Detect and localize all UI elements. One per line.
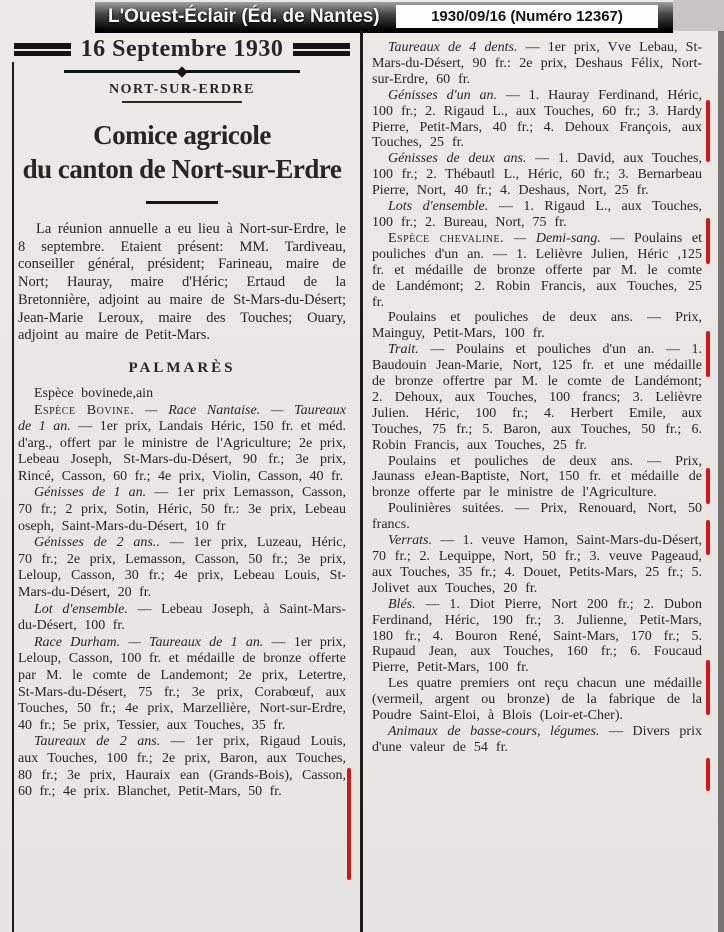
date-banner: 16 Septembre 1930 [80, 36, 284, 62]
annotation-mark [706, 331, 710, 377]
section-underline [122, 101, 242, 103]
annotation-mark [706, 218, 710, 264]
prize-paragraph: Poulinières suitées. — Prix, Renouard, Nort, 50 francs. [372, 501, 702, 533]
prize-paragraph: Génisses d'un an. — 1. Hauray Ferdinand, Héric, 100 fr.; 2. Rigaud L., aux Touches, 60 fr.; 3. Hardy Pierre, Petit-Mars, 40 fr.; 4. Dehoux François, aux Touches, 25 fr. [372, 87, 702, 151]
double-bar-ornament [293, 43, 350, 56]
left-paragraphs [18, 386, 346, 801]
prize-paragraph: Génisses de 2 ans.. — 1er prix, Luzeau, Héric, 70 fr.; 2e prix, Lemasson, Casson, 50 fr.; 3e prix, Leloup, Casson, 30 fr.; 4e prix, Lebeau Louis, St-Mars-du-Désert, 20 fr. [18, 535, 347, 601]
scan-corner-shade [673, 0, 724, 31]
newspaper-title: L'Ouest-Éclair (Éd. de Nantes) [108, 6, 380, 27]
annotation-mark [706, 468, 710, 504]
prize-paragraph: Taureaux de 2 ans. — 1er prix, Rigaud Louis, aux Touches, 100 fr.; 2e prix, Baron, aux Touches, 80 fr.; 3e prix, Hauraix ean (Grands-Bois), Casson, 60 fr.; 4e prix. Blanchet, Petit-Mars, 50 fr. [18, 734, 346, 800]
double-bar-ornament [14, 43, 71, 56]
headline-line1: Comice agricole [93, 120, 271, 150]
prize-paragraph: Lot d'ensemble. — Lebeau Joseph, à Saint-Mars-du-Désert, 100 fr. [18, 601, 346, 634]
prize-paragraph: Trait. — Poulains et pouliches d'un an. — 1. Baudouin Jean-Marie, Nort, 125 fr. et une médaille de bronze offertre par M. le comte de Landémont; 2. Dehoux, aux Touches, 100 francs; 3. Lelièvre Julien. Héric, 100 fr.; 4. Herbert Emile, aux Touches, 75 fr.; 5. Baron, aux Touches, 50 fr.; 6. Robin Francis, aux Touches, 25 fr. [372, 342, 702, 453]
issue-date-box: 1930/09/16 (Numéro 12367) [396, 5, 658, 28]
prize-paragraph: Espèce chevaline. — Demi-sang. — Poulains et pouliches d'un an. — 1. Lelièvre Julien, Héric ,125 fr. et médaille de bronze offerte par M. le comte de Landémont; 2. Robin Francis, aux Touches, 25 fr. [372, 230, 702, 310]
prize-paragraph: Poulains et pouliches de deux ans. — Prix, Jaunass eJean-Baptiste, Nort, 150 fr. et médaille de bronze offerte par le ministre de l'Agriculture. [372, 453, 702, 501]
prize-paragraph: Génisses de deux ans. — 1. David, aux Touches, 100 fr.; 2. Thébautl L., Héric, 60 fr.; 3. Bernarbeau Pierre, Nort, 40 fr.; 4. Deshaus, Nort, 25 fr. [372, 151, 702, 199]
column-divider [360, 31, 363, 932]
date-banner-row [14, 36, 350, 62]
section-name: NORT-SUR-ERDRE [108, 82, 255, 97]
scan-right-edge [718, 31, 724, 932]
prize-paragraph: Les quatre premiers ont reçu chacun une médaille (vermeil, argent ou bronze) de la fabrique de la Poudre Saint-Eloi, à Blois (Loir-et-Cher). [372, 676, 702, 724]
annotation-mark [706, 520, 710, 555]
prize-paragraph: Race Durham. — Taureaux de 1 an. — 1er prix, Leloup, Casson, 100 fr. et médaille de bronze offerte par M. le comte de Landemont; 2e prix, Letertre, St-Mars-du-Désert, 75 fr.; 3e prix, Corabœuf, aux Touches, 50 fr.; 4e prix, Marzellière, Nort-sur-Erdre, 40 fr.; 5e prix, Tessier, aux Touches, 35 fr. [18, 634, 346, 733]
prize-paragraph: Lots d'ensemble. — 1. Rigaud L., aux Touches, 100 fr.; 2. Bureau, Nort, 75 fr. [372, 199, 702, 230]
prize-paragraph: Animaux de basse-cours, légumes. — Divers prix d'une valeur de 54 fr. [372, 723, 702, 755]
annotation-mark [706, 660, 710, 715]
prize-paragraph: Blés. — 1. Diot Pierre, Nort 200 fr.; 2. Dubon Ferdinand, Héric, 190 fr.; 3. Julienne, Petit-Mars, 180 fr.; 4. Bouron René, Saint-Mars, 170 fr.; 5. Rupaud Jean, aux Touches, 160 fr.; 6. Foucaud Pierre, Petit-Mars, 100 fr. [372, 596, 702, 676]
article-column-right [372, 36, 702, 932]
headline-line2: du canton de Nort-sur-Erdre [22, 154, 342, 184]
annotation-mark [706, 100, 710, 162]
article-column-left [14, 36, 350, 932]
prize-paragraph: Espèce bovinede,ain [34, 385, 154, 401]
prize-paragraph: Poulains et pouliches de deux ans. — Prix, Mainguy, Petit-Mars, 100 fr. [372, 310, 702, 342]
prize-paragraph: Espèce Bovine. — Race Nantaise. — Taureaux de 1 an. — 1er prix, Landais Héric, 150 fr. et méd. d'arg., offert par le ministre de l'Agriculture; 2e prix, Lebeau Joseph, St-Mars-du-Désert, 90 fr.; 3e prix, Rincé, Casson, 60 fr.; 4e prix, Violin, Casson, 40 fr. [18, 402, 346, 484]
headline-rule [146, 201, 218, 204]
masthead-bar [95, 2, 673, 33]
intro-paragraph: La réunion annuelle a eu lieu à Nort-sur-Erdre, le 8 septembre. Etaient présent: MM. Tardiveau, conseiller général, président; Farineau, maire de Nort; Hauray, maire d'Héric; Ertaud de la Bretonnière, adjoint au maire de St-Mars-du-Désert; Jean-Marie Leroux, maire des Touches; Ouary, adjoint au maire de Petit-Mars. [18, 221, 346, 344]
palmares-heading: PALMARÈS [128, 359, 236, 376]
annotation-mark [706, 758, 710, 791]
diamond-ornament [176, 66, 187, 77]
rule-with-diamond [64, 70, 300, 73]
prize-paragraph: Génisses de 1 an. — 1er prix Lemasson, Casson, 70 fr.; 2 prix, Sotin, Héric, 50 fr.: 3e prix, Lebeau oseph, Saint-Mars-du-Désert, 10 fr [18, 485, 346, 534]
article-headline [14, 118, 350, 186]
prize-paragraph: Verrats. — 1. veuve Hamon, Saint-Mars-du-Désert, 70 fr.; 2. Lequippe, Nort, 50 fr.; 3. veuve Pageaud, aux Touches, 35 fr.; 4. Douet, Petits-Mars, 25 fr.; 5. Jolivet aux Touches, 20 fr. [372, 533, 702, 596]
prize-paragraph: Taureaux de 4 dents. — 1er prix, Vve Lebau, St-Mars-du-Désert, 90 fr.: 2e prix, Deshaus Félix, Nort-sur-Erdre, 60 fr. [372, 40, 702, 87]
